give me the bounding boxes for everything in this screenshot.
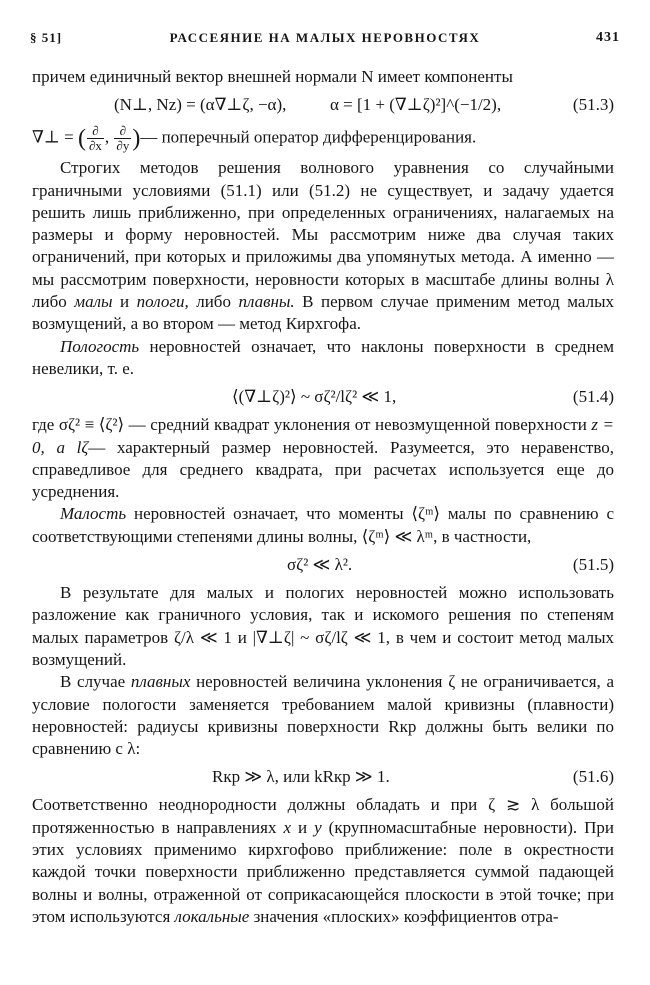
p5-em: Малость bbox=[60, 504, 127, 524]
eq-51-5-number: (51.5) bbox=[572, 555, 614, 575]
p2-em-small: малы bbox=[74, 292, 113, 312]
paren-open: ( bbox=[77, 125, 86, 152]
p2-em-gentle: пологи, bbox=[136, 292, 189, 312]
eq-51-3-number: (51.3) bbox=[572, 95, 614, 115]
p4-z: z = 0, а bbox=[32, 415, 615, 457]
running-head bbox=[30, 30, 620, 52]
p3-text: неровностей означает, что наклоны поверхности в среднем невелики, т. е. bbox=[32, 336, 615, 378]
operator-definition: ∇⊥ = ( $\frac{\partial}{\partial x}$ , $\frac{\partial}{\partial y}$ )— поперечный оператор дифференцирования. bbox=[32, 123, 477, 154]
p8-y: y bbox=[314, 817, 322, 837]
p8-b: (крупномасштабные неровности). При этих условиях применимо кирхгофово приближение: поле в окрестности каждой точки поверхности приближенно представляется суммой падающей волны и волны, отраженной от соприкасающейся плоскости в этой точке; при этом используются bbox=[32, 817, 614, 926]
p3-em: Пологость bbox=[60, 336, 140, 356]
p4-b: — характерный размер неровностей. Разумеется, это неравенство, справедливое для среднего квадрата, при расчетах используется еще до усреднения. bbox=[32, 437, 614, 502]
p7-em: плавных bbox=[130, 672, 191, 692]
operator-lhs: ∇⊥ = bbox=[32, 127, 74, 147]
operator-text: — поперечный оператор дифференцирования. bbox=[140, 127, 477, 147]
eq-51-6-number: (51.6) bbox=[572, 767, 614, 787]
paragraph-perturbation: В результате для малых и пологих неровностей можно использовать разложение как граничного условия, так и искомого решения по степеням малых параметров ζ/λ ≪ 1 и |∇⊥ζ| ~ σζ/lζ ≪ 1, в чем и состоит метод малых возмущений. bbox=[32, 583, 614, 669]
p2-and: и bbox=[120, 292, 130, 312]
equation-51-6 bbox=[32, 760, 614, 794]
eq-51-3-lhs: (N⊥, Nz) = (α∇⊥ζ, −α), bbox=[114, 95, 287, 115]
page-number: 431 bbox=[596, 30, 620, 45]
paragraph-methods bbox=[32, 157, 614, 335]
paragraph-smallness bbox=[32, 503, 614, 548]
eq-51-3-rhs: α = [1 + (∇⊥ζ)²]^(−1/2), bbox=[330, 95, 502, 115]
section-marker: § 51] bbox=[30, 30, 63, 45]
body-text bbox=[32, 66, 614, 928]
paragraph-normal-vector: причем единичный вектор внешней нормали N имеет компоненты bbox=[32, 67, 513, 86]
p4-a: где σζ² ≡ ⟨ζ²⟩ — средний квадрат уклонения от невозмущенной поверхности bbox=[32, 415, 587, 435]
p8-x: x bbox=[283, 817, 291, 837]
p4-l: lζ bbox=[76, 437, 89, 457]
eq-51-5-formula: σζ² ≪ λ². bbox=[287, 555, 353, 575]
paragraph-gentleness bbox=[32, 336, 614, 381]
p8-a: Соответственно неоднородности должны обладать и при ζ ≳ λ большой протяженностью в направлениях bbox=[32, 795, 614, 837]
eq-51-4-formula: ⟨(∇⊥ζ)²⟩ ~ σζ²/lζ² ≪ 1, bbox=[232, 387, 397, 407]
p2-either: либо bbox=[196, 292, 231, 312]
p5-text: неровностей означает, что моменты ⟨ζᵐ⟩ малы по сравнению с соответствующими степенями длины волны, ⟨ζᵐ⟩ ≪ λᵐ, в частности, bbox=[32, 504, 615, 546]
eq-51-4-number: (51.4) bbox=[572, 387, 614, 407]
equation-51-5 bbox=[32, 548, 614, 582]
frac-den: ∂y bbox=[116, 138, 130, 154]
p2-text: Строгих методов решения волнового уравнения со случайными граничными условиями (51.1) или (51.2) не существует, и задачу удается решить лишь приближенно, при определенных ограничениях, налагаемых на размеры и форму неровностей. Мы рассмотрим ниже два случая таких ограничений, при которых и приложимы два упомянутых метода. А именно — мы рассмотрим поверхности, неровности которых в масштабе длины волны λ либо bbox=[32, 158, 614, 312]
p7-a: В случае bbox=[60, 672, 126, 692]
equation-51-4 bbox=[32, 380, 614, 414]
paragraph-kirchhoff bbox=[32, 794, 614, 928]
fraction-d-dy bbox=[114, 124, 131, 153]
paragraph-smooth bbox=[32, 671, 614, 760]
p7-b: неровностей величина уклонения ζ не ограничивается, а условие пологости заменяется требованием малой кривизны (плавности) неровностей: радиусы кривизны поверхности Rкр должны быть велики по сравнению с λ: bbox=[32, 672, 614, 759]
frac-den: ∂x bbox=[88, 138, 102, 154]
p2-em-smooth: плавны. bbox=[238, 292, 295, 312]
p2-end: В первом случае применим метод малых возмущений, а во втором — метод Кирхгофа. bbox=[32, 292, 615, 334]
chapter-title: РАССЕЯНИЕ НА МАЛЫХ НЕРОВНОСТЯХ bbox=[169, 30, 481, 45]
paren-close: ) bbox=[132, 125, 141, 152]
frac-num: ∂ bbox=[114, 124, 131, 139]
p8-c: значения «плоских» коэффициентов отра- bbox=[253, 906, 559, 926]
equation-51-3 bbox=[32, 88, 614, 122]
eq-51-6-formula: Rкр ≫ λ, или kRкр ≫ 1. bbox=[212, 767, 390, 787]
fraction-d-dx bbox=[87, 124, 104, 153]
frac-num: ∂ bbox=[87, 124, 104, 139]
p8-and: и bbox=[298, 817, 308, 837]
paragraph-mean-square bbox=[32, 414, 614, 503]
p8-em: локальные bbox=[174, 906, 250, 926]
